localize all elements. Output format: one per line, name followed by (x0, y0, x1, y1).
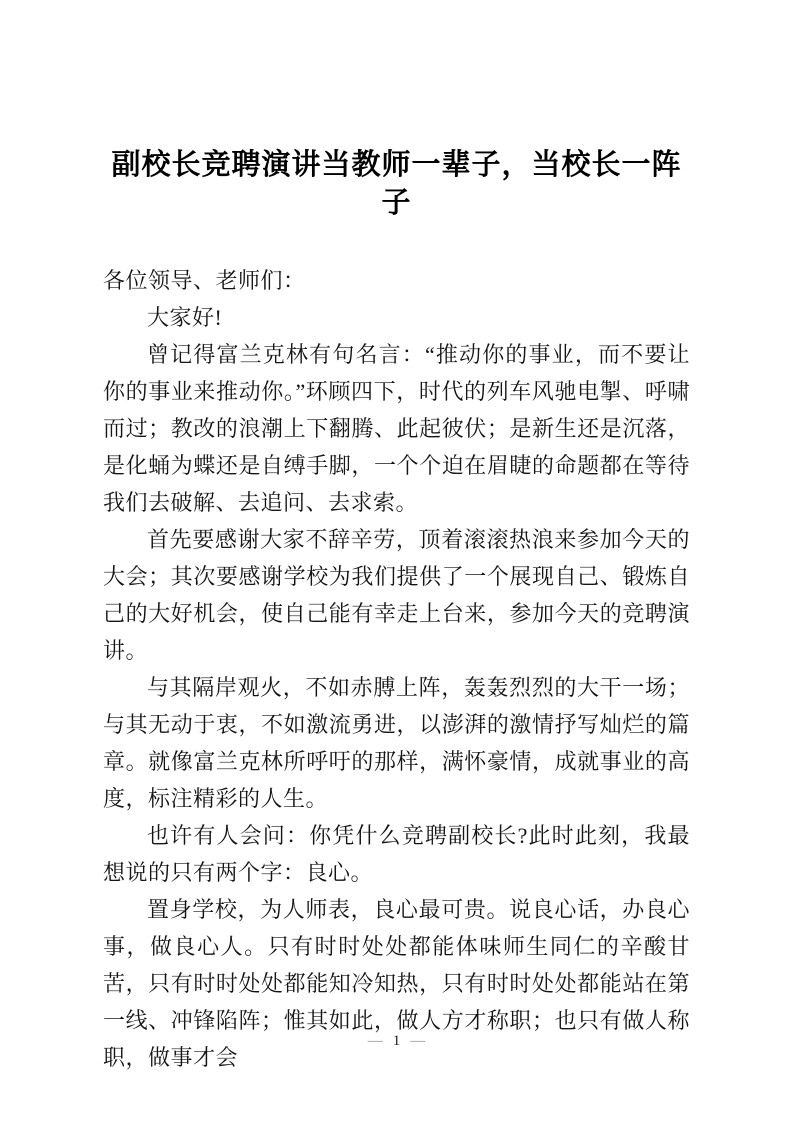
footer-right-dash: — (410, 1033, 426, 1049)
paragraph: 与其隔岸观火，不如赤膊上阵，轰轰烈烈的大干一场；与其无动于衷，不如激流勇进，以澎湃的激情抒写灿烂的篇章。就像富兰克林所呼吁的那样，满怀豪情，成就事业的高度，标注精彩的人生。 (103, 675, 690, 811)
page-footer (0, 1030, 793, 1052)
paragraph: 也许有人会问：你凭什么竞聘副校长?此时此刻，我最想说的只有两个字：良心。 (103, 823, 690, 885)
paragraph: 曾记得富兰克林有句名言：“推动你的事业，而不要让你的事业来推动你。”环顾四下，时代的列车风驰电掣、呼啸而过；教改的浪潮上下翻腾、此起彼伏；是新生还是沉落，是化蛹为蝶还是自缚手脚，一个个迫在眉睫的命题都在等待我们去破解、去追问、去求索。 (103, 342, 690, 515)
paragraph: 置身学校，为人师表，良心最可贵。说良心话，办良心事，做良心人。只有时时处处都能体味师生同仁的辛酸甘苦，只有时时处处都能知冷知热，只有时时处处都能站在第一线、冲锋陷阵；惟其如此，做人方才称职；也只有做人称职，做事才会 (103, 897, 690, 1070)
document-body (103, 262, 690, 1076)
footer-left-dash: — (367, 1033, 383, 1049)
page-number: 1 (392, 1033, 401, 1049)
paragraph: 首先要感谢大家不辞辛劳，顶着滚滚热浪来参加今天的大会；其次要感谢学校为我们提供了一个展现自己、锻炼自己的大好机会，使自己能有幸走上台来，参加今天的竞聘演讲。 (103, 527, 690, 663)
paragraph: 各位领导、老师们： (103, 268, 306, 293)
paragraph: 大家好! (147, 305, 223, 330)
document-title: 副校长竞聘演讲当教师一辈子，当校长一阵子 (111, 149, 682, 219)
